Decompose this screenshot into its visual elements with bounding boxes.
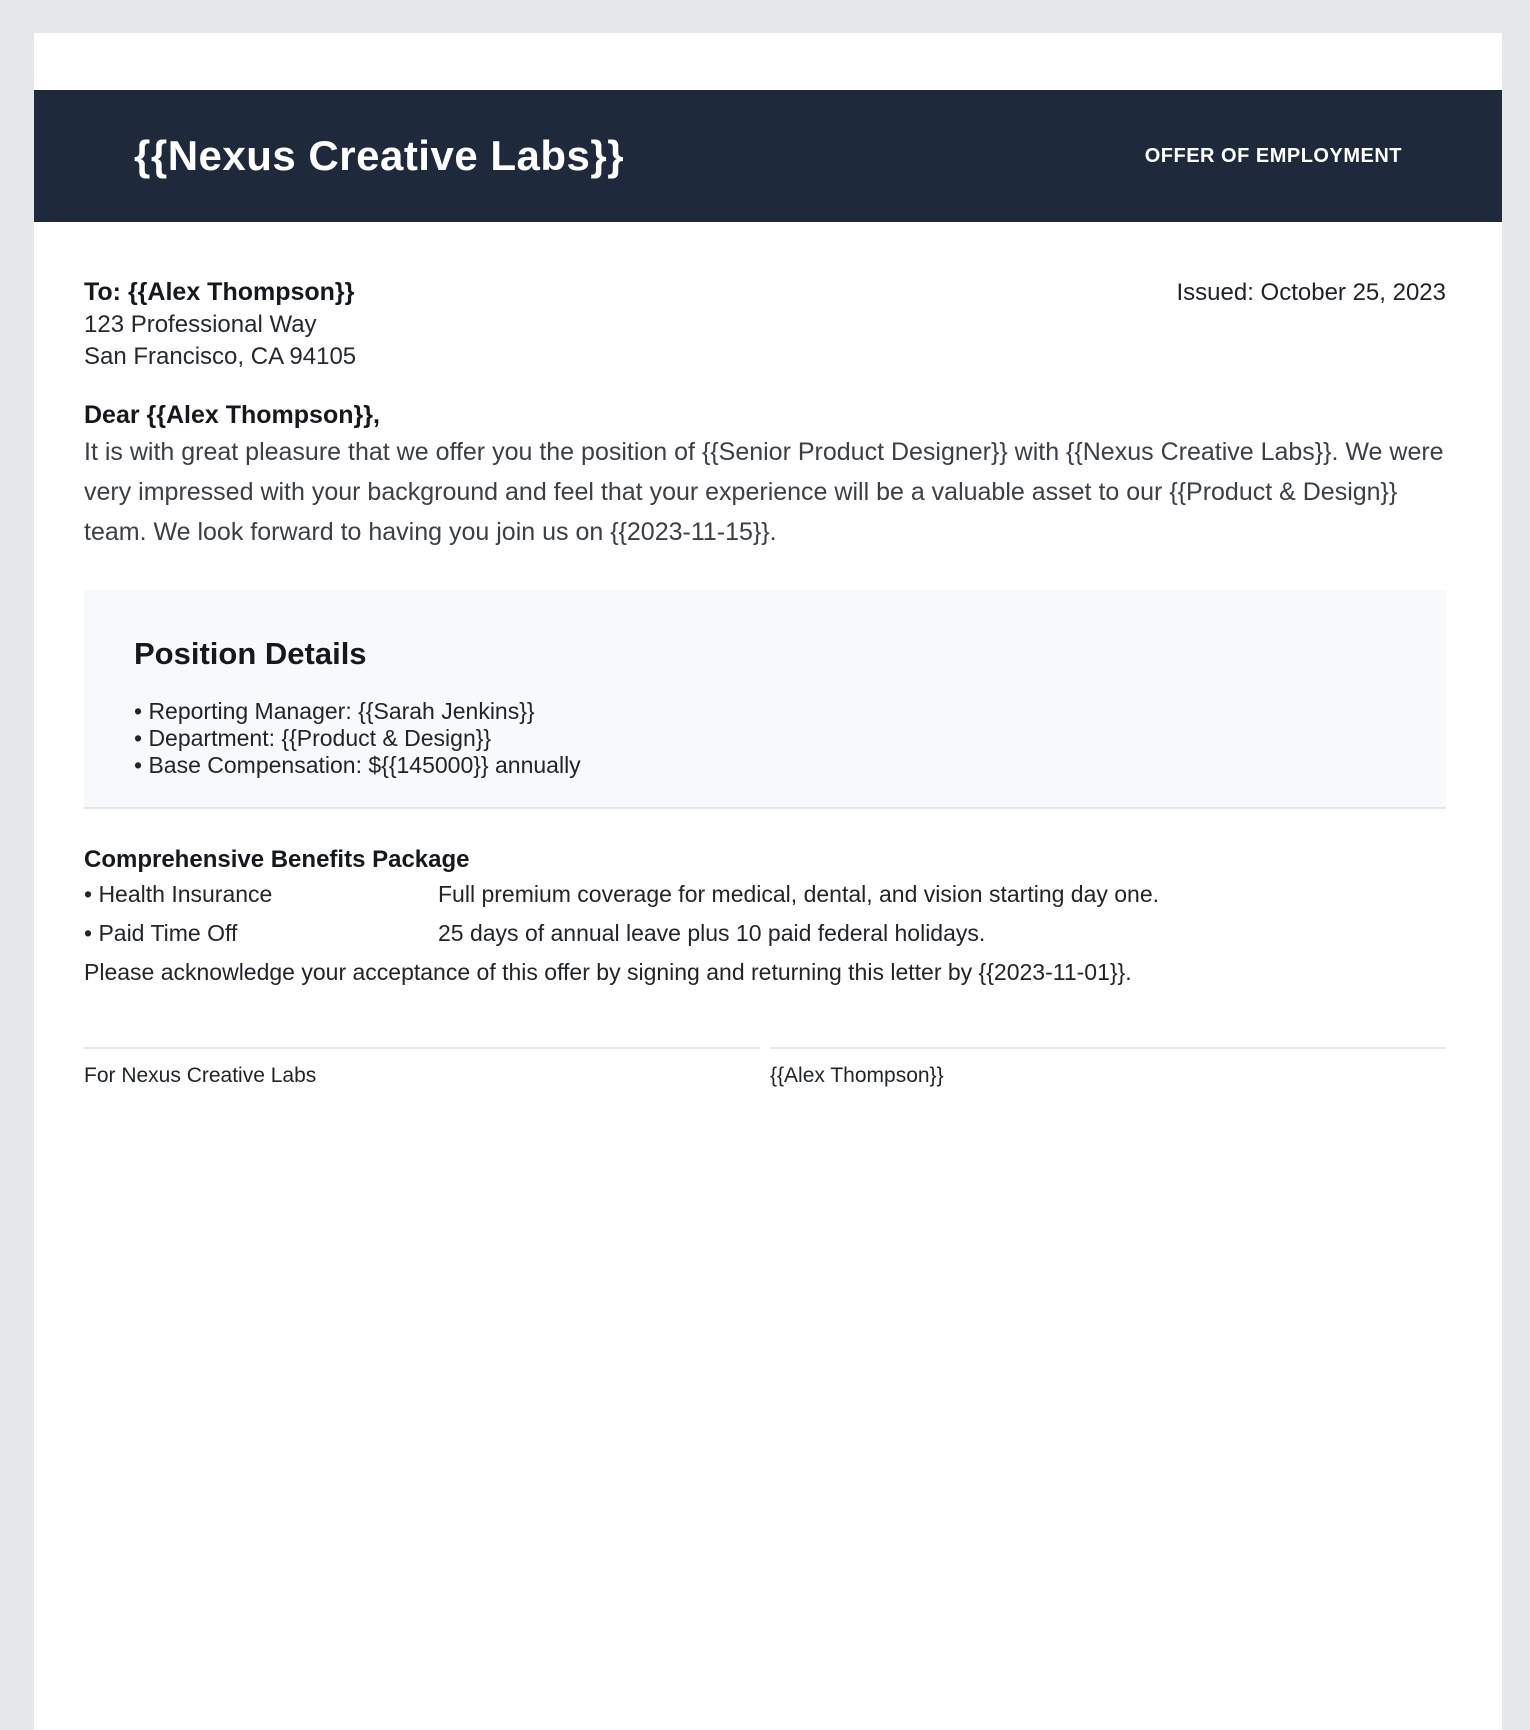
letter-body-paragraph: It is with great pleasure that we offer you the position of {{Senior Product Designer}} with {{Nexus Creative Labs}}. We were very impressed with your background and feel that your experience will be a valuable asset to our {{Product & Design}} team. We look forward to having you join us on {{2023-11-15}}. [84,438,1444,546]
issued-date: Issued: October 25, 2023 [1176,279,1446,306]
benefit-label: • Paid Time Off [84,920,238,946]
benefit-description: Full premium coverage for medical, dental, and vision starting day one. [438,881,1160,907]
offer-letter-page [34,33,1502,1730]
position-detail-item: • Department: {{Product & Design}} [134,725,492,751]
letter-content [34,276,1502,1089]
position-details-list [134,698,1396,779]
benefit-row [84,879,1446,909]
recipient-address-line-2: San Francisco, CA 94105 [84,343,357,370]
salutation: Dear {{Alex Thompson}}, [84,401,380,429]
recipient-block [84,276,1446,373]
signature-block [84,1047,1446,1089]
benefits-title: Comprehensive Benefits Package [84,846,470,873]
benefit-description: 25 days of annual leave plus 10 paid federal holidays. [438,920,986,946]
recipient-address [84,276,356,373]
acceptance-instruction: Please acknowledge your acceptance of this offer by signing and returning this letter by {{2023-11-01}}. [84,959,1132,985]
position-detail-item: • Base Compensation: ${{145000}} annually [134,752,581,778]
position-details-title: Position Details [134,636,367,671]
document-type-label: OFFER OF EMPLOYMENT [1144,144,1402,167]
signature-company-line: For Nexus Creative Labs [84,1047,760,1089]
position-details-box [84,590,1446,809]
recipient-address-line-1: 123 Professional Way [84,311,317,338]
position-detail-item: • Reporting Manager: {{Sarah Jenkins}} [134,698,535,724]
letter-header [34,90,1502,222]
benefit-row [84,918,1446,948]
signature-candidate-line: {{Alex Thompson}} [770,1047,1446,1089]
benefits-section [84,845,1446,987]
company-name: {{Nexus Creative Labs}} [134,132,625,179]
recipient-to-line: To: {{Alex Thompson}} [84,278,355,306]
benefit-label: • Health Insurance [84,881,273,907]
benefits-list [84,879,1446,948]
